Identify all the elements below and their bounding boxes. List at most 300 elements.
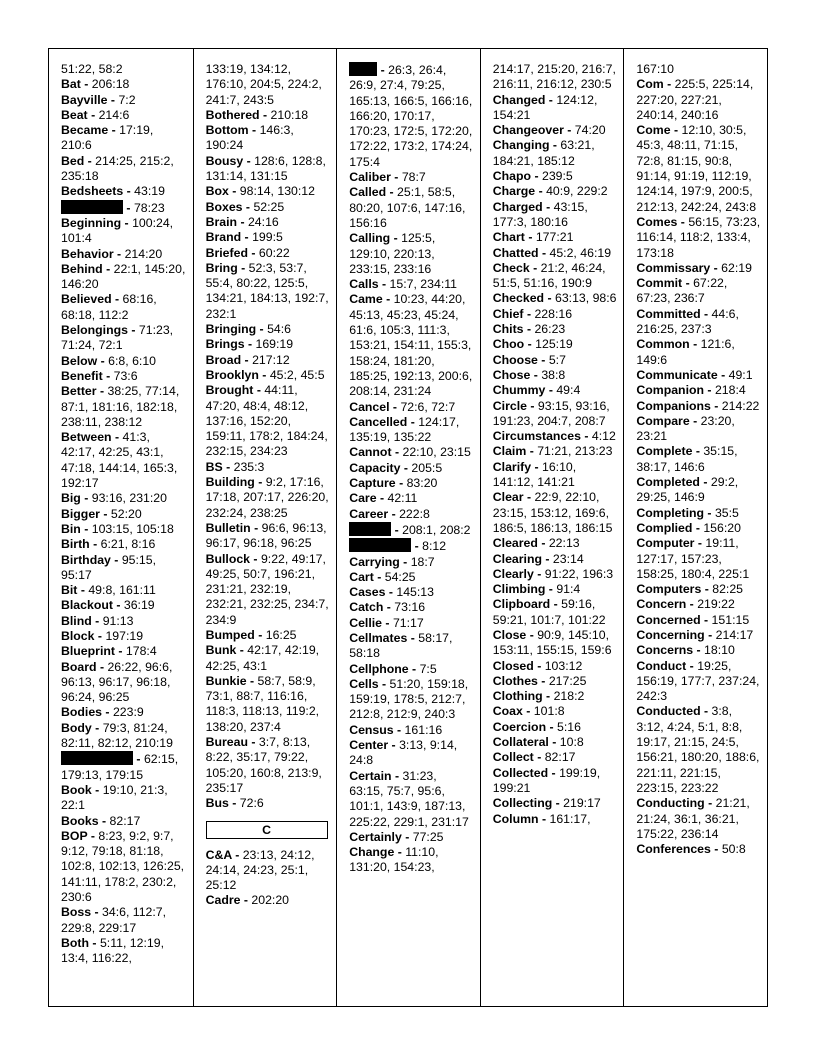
page-line-references: 169:19 <box>255 337 294 352</box>
index-term: Concern <box>636 597 687 612</box>
page-line-references: 73:16 <box>394 600 426 615</box>
index-term: Bunk <box>205 643 237 658</box>
index-term: Boss <box>61 905 92 920</box>
page-line-references: 77:25 <box>412 829 444 844</box>
index-term: Bring <box>205 260 238 275</box>
index-entry: Boss - 34:6, 112:7, 229:8, 229:17 <box>61 905 167 935</box>
page-line-references: 58:17, 58:18 <box>349 630 453 661</box>
index-entry: Box - 98:14, 130:12 <box>205 184 315 199</box>
index-entry: Caliber - 78:7 <box>349 170 426 185</box>
page-line-references: 9:2, 17:16, 17:18, 207:17, 226:20, 232:24, 238:25 <box>205 475 329 520</box>
index-term: Common <box>636 337 690 352</box>
index-entry: Conduct - 19:25, 156:19, 177:7, 237:24, 242:3 <box>636 658 760 704</box>
page-line-references: 125:5, 129:10, 220:13, 233:15, 233:16 <box>349 231 436 276</box>
index-entry: Building - 9:2, 17:16, 17:18, 207:17, 226:20, 232:24, 238:25 <box>205 475 329 520</box>
index-term: Bigger <box>61 506 100 521</box>
page-line-references: 214:17, 215:20, 216:7, 216:11, 216:12, 230:5 <box>492 62 616 92</box>
index-term: Conducted <box>636 704 701 719</box>
page-line-references: 44:11, 47:20, 48:4, 48:12, 137:16, 152:20, 159:11, 178:2, 184:24, 232:15, 234:23 <box>205 383 328 459</box>
index-entry: Body - 79:3, 81:24, 82:11, 82:12, 210:19 <box>61 720 173 751</box>
index-entry: Compare - 23:20, 23:21 <box>636 413 735 444</box>
index-entry: Change - 11:10, 131:20, 154:23, <box>349 845 439 875</box>
page-line-references: 205:5 <box>411 460 443 475</box>
index-term: Charged <box>492 199 543 214</box>
index-entry: Briefed - 60:22 <box>205 245 290 260</box>
page-line-references: 4:12 <box>591 429 616 444</box>
page-line-references: 49:1 <box>728 367 753 382</box>
index-term: Catch <box>349 600 384 615</box>
page-line-references: 6:21, 8:16 <box>100 537 156 552</box>
index-term: Box <box>205 184 229 199</box>
index-entry <box>61 62 187 77</box>
index-entry: Concerned - 151:15 <box>636 612 750 627</box>
index-term: Collect <box>492 750 534 765</box>
page-line-references: 52:3, 53:7, 55:4, 80:22, 125:5, 134:21, 184:13, 192:7, 232:1 <box>205 260 329 321</box>
index-term: Chose <box>492 367 531 382</box>
page-line-references: 58:7, 58:9, 73:1, 88:7, 116:16, 118:3, 118:13, 119:2, 138:20, 237:4 <box>205 673 320 734</box>
index-entry: Concern - 219:22 <box>636 597 735 612</box>
page-line-references: 22:13 <box>548 536 580 551</box>
page-line-references: 219:17 <box>563 796 601 811</box>
index-entry: Calling - 125:5, 129:10, 220:13, 233:15, 233:16 <box>349 231 436 276</box>
page-line-references: 10:23, 44:20, 45:13, 45:23, 45:24, 61:6, 105:3, 111:3, 153:21, 154:11, 155:3, 158:24, 181:20, 185:25, 192:13, 200:6, 208:14, 231:24 <box>349 292 473 399</box>
index-entry: Center - 3:13, 9:14, 24:8 <box>349 738 458 768</box>
page-line-references: 78:7 <box>401 170 426 185</box>
page-line-references: 26:3, 26:4, 26:9, 27:4, 79:25, 165:13, 166:5, 166:16, 166:20, 170:17, 170:23, 172:5, 172:20, 172:22, 173:2, 174:24, 175:4 <box>349 63 473 169</box>
page-line-references: 228:16 <box>534 306 573 321</box>
index-entry: Bureau - 3:7, 8:13, 8:22, 35:17, 79:22, 105:20, 160:8, 213:9, 235:17 <box>205 735 322 795</box>
index-term: Caliber <box>349 170 391 185</box>
page-line-references: 100:24, 101:4 <box>61 215 174 246</box>
index-entry: Clearing - 23:14 <box>492 551 584 566</box>
index-entry: Cases - 145:13 <box>349 585 434 600</box>
index-entry: Column - 161:17, <box>492 811 591 826</box>
index-entry: Clarify - 16:10, 141:12, 141:21 <box>492 459 577 490</box>
index-entry: Bigger - 52:20 <box>61 506 142 521</box>
index-entry: Books - 82:17 <box>61 813 141 828</box>
index-term: Committed <box>636 306 701 321</box>
page-line-references: 34:6, 112:7, 229:8, 229:17 <box>61 905 167 935</box>
index-entry: Circle - 93:15, 93:16, 191:23, 204:7, 208:7 <box>492 398 610 428</box>
page-line-references: 22:10, 23:15 <box>402 445 471 460</box>
page-line-references: 15:7, 234:11 <box>389 277 457 292</box>
index-entry: Coax - 101:8 <box>492 704 565 719</box>
index-term: Certain <box>349 768 392 783</box>
index-entry: Bin - 103:15, 105:18 <box>61 521 174 536</box>
page-line-references: 219:22 <box>697 597 735 612</box>
index-term: Clearly <box>492 566 534 581</box>
index-entry: Beat - 214:6 <box>61 107 130 122</box>
page-line-references: 128:6, 128:8, 131:14, 131:15 <box>205 153 326 184</box>
index-term: Chapo <box>492 169 532 184</box>
page-line-references: 22:1, 145:20, 146:20 <box>61 261 186 292</box>
page-line-references: 38:25, 77:14, 87:1, 181:16, 182:18, 238:11, 238:12 <box>61 384 180 429</box>
index-term: Concerned <box>636 612 701 627</box>
index-column-1 <box>49 49 193 1006</box>
page-line-references: 217:12 <box>252 352 290 367</box>
page-line-references: 67:22, 67:23, 236:7 <box>636 276 728 306</box>
page-line-references: 5:7 <box>548 352 566 367</box>
index-entry: Bat - 206:18 <box>61 77 130 92</box>
index-entry: - 26:3, 26:4, 26:9, 27:4, 79:25, 165:13, 166:5, 166:16, 166:20, 170:17, 170:23, 172:5, 172:20, 172:22, 173:2, 174:24, 175:4 <box>349 63 473 169</box>
index-term: Cellphone <box>349 661 409 676</box>
page-line-references: 82:17 <box>109 813 141 828</box>
page-line-references: 45:2, 46:19 <box>549 245 612 260</box>
index-entry: Brand - 199:5 <box>205 230 283 245</box>
page-line-references: 125:19 <box>535 337 573 352</box>
index-term: Big <box>61 491 81 506</box>
index-entry: Behavior - 214:20 <box>61 246 163 261</box>
index-entry: Charged - 43:15, 177:3, 180:16 <box>492 199 588 229</box>
index-term: Chits <box>492 322 524 337</box>
index-term: Close <box>492 627 527 642</box>
page-line-references: 91:13 <box>102 613 134 628</box>
index-term: Climbing <box>492 582 546 597</box>
page-line-references: 18:7 <box>410 554 435 569</box>
index-term: Bus <box>205 796 229 811</box>
index-entry: Broad - 217:12 <box>205 352 290 367</box>
index-term: Body <box>61 720 92 735</box>
page-line-references: 40:9, 229:2 <box>546 184 608 199</box>
index-entry: Cancel - 72:6, 72:7 <box>349 399 456 414</box>
index-term: Chatted <box>492 245 539 260</box>
index-term: Below <box>61 353 98 368</box>
page-line-references: 124:17, 135:19, 135:22 <box>349 414 460 445</box>
page-line-references: 197:19 <box>105 628 144 643</box>
page-line-references: 19:11, 127:17, 157:23, 158:25, 180:4, 225:1 <box>636 536 750 581</box>
page-line-references: 5:16 <box>557 719 581 734</box>
index-entry <box>636 62 761 77</box>
index-term: BS <box>205 459 223 474</box>
page-line-references: 3:13, 9:14, 24:8 <box>349 738 458 768</box>
page-line-references: 79:3, 81:24, 82:11, 82:12, 210:19 <box>61 720 173 751</box>
page-line-references: 71:21, 213:23 <box>537 444 613 459</box>
page-line-references: 218:4 <box>714 383 746 398</box>
index-term: Computers <box>636 582 702 597</box>
page-line-references: 54:25 <box>384 569 416 584</box>
index-term: Bureau <box>205 735 248 750</box>
index-term: Board <box>61 659 97 674</box>
index-term: Bed <box>61 153 85 168</box>
index-term: Clipboard <box>492 597 551 612</box>
index-entry: Clothing - 218:2 <box>492 689 585 704</box>
index-term: Brooklyn <box>205 367 259 382</box>
index-entry: Computers - 82:25 <box>636 582 744 597</box>
index-entry: Cellie - 71:17 <box>349 615 424 630</box>
index-term: Bedsheets <box>61 184 124 199</box>
index-entry: Changed - 124:12, 154:21 <box>492 92 598 122</box>
page-line-references: 217:25 <box>548 673 587 688</box>
index-term: Cellmates <box>349 630 408 645</box>
index-entry: Birthday - 95:15, 95:17 <box>61 552 157 582</box>
index-term: Books <box>61 813 99 828</box>
page-line-references: 93:16, 231:20 <box>91 491 167 506</box>
page-line-references: 23:13, 24:12, 24:14, 24:23, 25:1, 25:12 <box>205 847 315 893</box>
index-entry: Blueprint - 178:4 <box>61 644 157 659</box>
redaction-bar <box>61 200 123 214</box>
index-term: Block <box>61 628 95 643</box>
index-term: Bumped <box>205 627 255 642</box>
index-term: Conducting <box>636 796 705 811</box>
page-line-references: 218:2 <box>553 689 585 704</box>
index-term: Collecting <box>492 796 553 811</box>
index-term: Both <box>61 935 89 950</box>
index-entry: Bedsheets - 43:19 <box>61 184 165 199</box>
index-entry: Bed - 214:25, 215:2, 235:18 <box>61 153 174 184</box>
page-line-references: 43:19 <box>134 184 165 199</box>
index-entry: Called - 25:1, 58:5, 80:20, 107:6, 147:16, 156:16 <box>349 185 466 230</box>
index-entry: Coercion - 5:16 <box>492 719 581 734</box>
index-entry: Clearly - 91:22, 196:3 <box>492 566 614 581</box>
page-line-references: 103:12 <box>544 658 583 673</box>
index-table <box>48 48 768 1007</box>
index-term: Cart <box>349 569 374 584</box>
redaction-bar <box>349 538 411 552</box>
index-entry: Block - 197:19 <box>61 628 144 643</box>
index-entry: Blind - 91:13 <box>61 613 134 628</box>
page-line-references: 71:23, 71:24, 72:1 <box>61 323 174 353</box>
page-line-references: 225:5, 225:14, 227:20, 227:21, 240:14, 240:16 <box>636 77 754 122</box>
index-entry: Chits - 26:23 <box>492 322 566 337</box>
page-line-references: 16:10, 141:12, 141:21 <box>492 459 577 490</box>
index-entry: Bodies - 223:9 <box>61 705 144 720</box>
index-term: Computer <box>636 536 695 551</box>
page-line-references: 26:22, 96:6, 96:13, 96:17, 96:18, 96:24, 96:25 <box>61 659 173 705</box>
index-entry: Bring - 52:3, 53:7, 55:4, 80:22, 125:5, 134:21, 184:13, 192:7, 232:1 <box>205 260 329 321</box>
index-term: Com <box>636 77 664 92</box>
page-line-references: 199:19, 199:21 <box>492 765 601 795</box>
index-term: Became <box>61 123 109 138</box>
index-entry: C&A - 23:13, 24:12, 24:14, 24:23, 25:1, 25:12 <box>205 847 315 893</box>
index-term: Cancel <box>349 399 390 414</box>
index-entry: Beginning - 100:24, 101:4 <box>61 215 174 246</box>
page-line-references: 11:10, 131:20, 154:23, <box>349 845 439 875</box>
index-term: Bothered <box>205 107 260 122</box>
page-line-references: 199:5 <box>252 230 283 245</box>
index-entry: Conducted - 3:8, 3:12, 4:24, 5:1, 8:8, 19:17, 21:15, 24:5, 156:21, 180:20, 188:6, 221:11, 221:15, 223:15, 223:22 <box>636 704 760 795</box>
page-line-references: 239:5 <box>541 169 573 184</box>
index-entry: Certainly - 77:25 <box>349 829 444 844</box>
index-term: Bottom <box>205 123 249 138</box>
index-entry: Boxes - 52:25 <box>205 199 285 214</box>
index-term: Coercion <box>492 719 547 734</box>
index-entry: Brooklyn - 45:2, 45:5 <box>205 367 325 382</box>
index-column-5 <box>623 49 767 1006</box>
index-term: Brain <box>205 214 238 229</box>
index-entry: Chose - 38:8 <box>492 367 566 382</box>
page-line-references: 35:15, 38:17, 146:6 <box>636 444 738 474</box>
index-term: Behind <box>61 261 103 276</box>
index-term: Communicate <box>636 367 718 382</box>
index-entry: Collected - 199:19, 199:21 <box>492 765 601 795</box>
index-entry: BS - 235:3 <box>205 459 265 474</box>
index-term: Complied <box>636 520 693 535</box>
index-term: Circumstances <box>492 429 581 444</box>
index-term: Choose <box>492 352 538 367</box>
index-term: Birth <box>61 537 90 552</box>
index-term: Bunkie <box>205 673 247 688</box>
index-term: BOP <box>61 828 88 843</box>
letter-section-header: C <box>206 821 328 839</box>
index-term: Circle <box>492 398 527 413</box>
index-entry: Collect - 82:17 <box>492 750 576 765</box>
index-entry: Clear - 22:9, 22:10, 23:15, 153:12, 169:6, 186:5, 186:13, 186:15 <box>492 490 613 535</box>
index-entry <box>493 62 618 93</box>
index-entry: Companion - 218:4 <box>636 383 746 398</box>
index-term: Benefit <box>61 368 103 383</box>
index-entry: Blackout - 36:19 <box>61 598 155 613</box>
index-term: Clothing <box>492 689 543 704</box>
page-line-references: 98:14, 130:12 <box>239 184 315 199</box>
page-line-references: 156:20 <box>703 520 741 535</box>
index-term: Cancelled <box>349 414 408 429</box>
page-line-references: 96:6, 96:13, 96:17, 96:18, 96:25 <box>205 520 327 551</box>
index-term: Comes <box>636 214 678 229</box>
index-entry: Changeover - 74:20 <box>492 123 606 138</box>
index-term: Collected <box>492 765 549 780</box>
page-line-references: 19:10, 21:3, 22:1 <box>61 782 168 813</box>
index-term: Career <box>349 506 389 521</box>
index-term: Beat <box>61 107 88 122</box>
index-term: Concerning <box>636 627 705 642</box>
page-line-references: 93:15, 93:16, 191:23, 204:7, 208:7 <box>492 398 610 428</box>
index-entry: Common - 121:6, 149:6 <box>636 337 735 367</box>
index-term: Conferences <box>636 842 711 857</box>
index-entry: Below - 6:8, 6:10 <box>61 353 157 368</box>
page-line-references: 124:12, 154:21 <box>492 92 598 122</box>
page-line-references: 56:15, 73:23, 116:14, 118:2, 133:4, 173:18 <box>636 214 761 260</box>
index-entry: Choose - 5:7 <box>492 352 566 367</box>
index-term: Cleared <box>492 536 538 551</box>
index-entry: Better - 38:25, 77:14, 87:1, 181:16, 182:18, 238:11, 238:12 <box>61 384 180 429</box>
index-entry: Completing - 35:5 <box>636 505 739 520</box>
page-line-references: 83:20 <box>406 476 438 491</box>
page-line-references: 19:25, 156:19, 177:7, 237:24, 242:3 <box>636 658 760 704</box>
index-term: Bousy <box>205 153 244 168</box>
page-line-references: 29:2, 29:25, 146:9 <box>636 475 739 505</box>
index-entry: Committed - 44:6, 216:25, 237:3 <box>636 306 739 337</box>
index-term: Brand <box>205 230 242 245</box>
index-entry: Bunkie - 58:7, 58:9, 73:1, 88:7, 116:16, 118:3, 118:13, 119:2, 138:20, 237:4 <box>205 673 320 734</box>
page-line-references: 60:22 <box>258 245 290 260</box>
index-entry: Capture - 83:20 <box>349 476 438 491</box>
page-line-references: 54:6 <box>267 322 292 337</box>
index-term: Closed <box>492 658 534 673</box>
index-entry: Bulletin - 96:6, 96:13, 96:17, 96:18, 96:25 <box>205 520 327 551</box>
index-term: Certainly <box>349 829 402 844</box>
index-term: Birthday <box>61 552 111 567</box>
page-line-references: 52:25 <box>253 199 285 214</box>
page-line-references: 17:19, 210:6 <box>61 123 154 153</box>
index-entry: Brings - 169:19 <box>205 337 294 352</box>
redaction-bar <box>61 751 133 765</box>
index-entry: Carrying - 18:7 <box>349 554 435 569</box>
index-entry: Birth - 6:21, 8:16 <box>61 537 156 552</box>
index-entry: - 208:1, 208:2 <box>349 522 474 538</box>
index-entry: Became - 17:19, 210:6 <box>61 123 154 153</box>
page-line-references: 95:15, 95:17 <box>61 552 157 582</box>
index-entry: Cells - 51:20, 159:18, 159:19, 178:5, 212:7, 212:8, 212:9, 240:3 <box>349 676 469 722</box>
page-line-references: 22:9, 22:10, 23:15, 153:12, 169:6, 186:5, 186:13, 186:15 <box>492 490 613 535</box>
index-term: Care <box>349 491 377 506</box>
index-term: Clothes <box>492 673 538 688</box>
index-term: Complete <box>636 444 693 459</box>
index-term: Bat <box>61 77 81 92</box>
index-term: Commissary <box>636 260 711 275</box>
page-line-references: 177:21 <box>535 230 574 245</box>
index-entry: Claim - 71:21, 213:23 <box>492 444 613 459</box>
page-line-references: 68:16, 68:18, 112:2 <box>61 292 157 322</box>
index-term: Came <box>349 292 383 307</box>
index-entry: Certain - 31:23, 63:15, 75:7, 95:6, 101:1, 143:9, 187:13, 225:22, 229:1, 231:17 <box>349 768 469 829</box>
index-term: Claim <box>492 444 527 459</box>
page-line-references: 103:15, 105:18 <box>91 521 174 536</box>
index-term: Belongings <box>61 323 128 338</box>
index-entry: Commissary - 62:19 <box>636 260 752 275</box>
page-line-references: 210:18 <box>270 107 309 122</box>
index-entry: Comes - 56:15, 73:23, 116:14, 118:2, 133:4, 173:18 <box>636 214 761 260</box>
page-line-references: 25:1, 58:5, 80:20, 107:6, 147:16, 156:16 <box>349 185 466 230</box>
page-line-references: 222:8 <box>399 506 430 521</box>
index-term: Chief <box>492 306 524 321</box>
index-entry: Came - 10:23, 44:20, 45:13, 45:23, 45:24, 61:6, 105:3, 111:3, 153:21, 154:11, 155:3, 158:24, 181:20, 185:25, 192:13, 200:6, 208:14, 231:24 <box>349 292 473 399</box>
index-term: Cannot <box>349 445 392 460</box>
index-entry: Bunk - 42:17, 42:19, 42:25, 43:1 <box>205 643 320 673</box>
index-term: Change <box>349 845 395 860</box>
page-line-references: 72:6, 72:7 <box>400 399 456 414</box>
index-term: Changing <box>492 138 550 153</box>
page-line-references: 23:14 <box>552 551 584 566</box>
index-entry: Cannot - 22:10, 23:15 <box>349 445 471 460</box>
page-line-references: 235:3 <box>233 459 265 474</box>
index-term: Commit <box>636 276 683 291</box>
page-line-references: 9:22, 49:17, 49:25, 50:7, 196:21, 231:21, 232:19, 232:21, 232:25, 234:7, 234:9 <box>205 551 329 627</box>
index-term: Cellie <box>349 615 382 630</box>
index-term: C&A <box>205 847 232 862</box>
index-entry: Capacity - 205:5 <box>349 460 443 475</box>
page-line-references: 178:4 <box>125 644 157 659</box>
page-line-references: 214:17 <box>715 627 754 642</box>
page-line-references: 71:17 <box>392 615 424 630</box>
page-line-references: 36:19 <box>123 598 155 613</box>
index-term: Companions <box>636 398 711 413</box>
index-term: Brings <box>205 337 245 352</box>
redaction-bar <box>349 62 377 76</box>
page-line-references: 73:6 <box>113 368 138 383</box>
index-term: Bulletin <box>205 520 251 535</box>
index-entry: Changing - 63:21, 184:21, 185:12 <box>492 138 595 168</box>
page-line-references: 63:21, 184:21, 185:12 <box>492 138 595 168</box>
page-line-references: 24:16 <box>247 214 279 229</box>
index-term: Chummy <box>492 383 546 398</box>
index-entry: Between - 41:3, 42:17, 42:25, 43:1, 47:18, 144:14, 165:3, 192:17 <box>61 430 178 491</box>
index-entry: Bullock - 9:22, 49:17, 49:25, 50:7, 196:21, 231:21, 232:19, 232:21, 232:25, 234:7, 234:9 <box>205 551 329 627</box>
index-entry: Climbing - 91:4 <box>492 582 581 597</box>
page-line-references: 145:13 <box>396 585 434 600</box>
page-line-references: 43:15, 177:3, 180:16 <box>492 199 588 229</box>
index-entry: - 62:15, 179:13, 179:15 <box>61 752 179 782</box>
page-line-references: 49:4 <box>556 383 581 398</box>
page-line-references: 42:11 <box>387 491 418 506</box>
page-line-references: 26:23 <box>534 322 566 337</box>
index-term: Column <box>492 811 539 826</box>
index-entry <box>206 62 331 108</box>
index-entry: Bayville - 7:2 <box>61 92 136 107</box>
page-line-references: 38:8 <box>541 367 566 382</box>
index-entry: Cellphone - 7:5 <box>349 661 437 676</box>
index-term: Broad <box>205 352 242 367</box>
index-entry: Brain - 24:16 <box>205 214 279 229</box>
